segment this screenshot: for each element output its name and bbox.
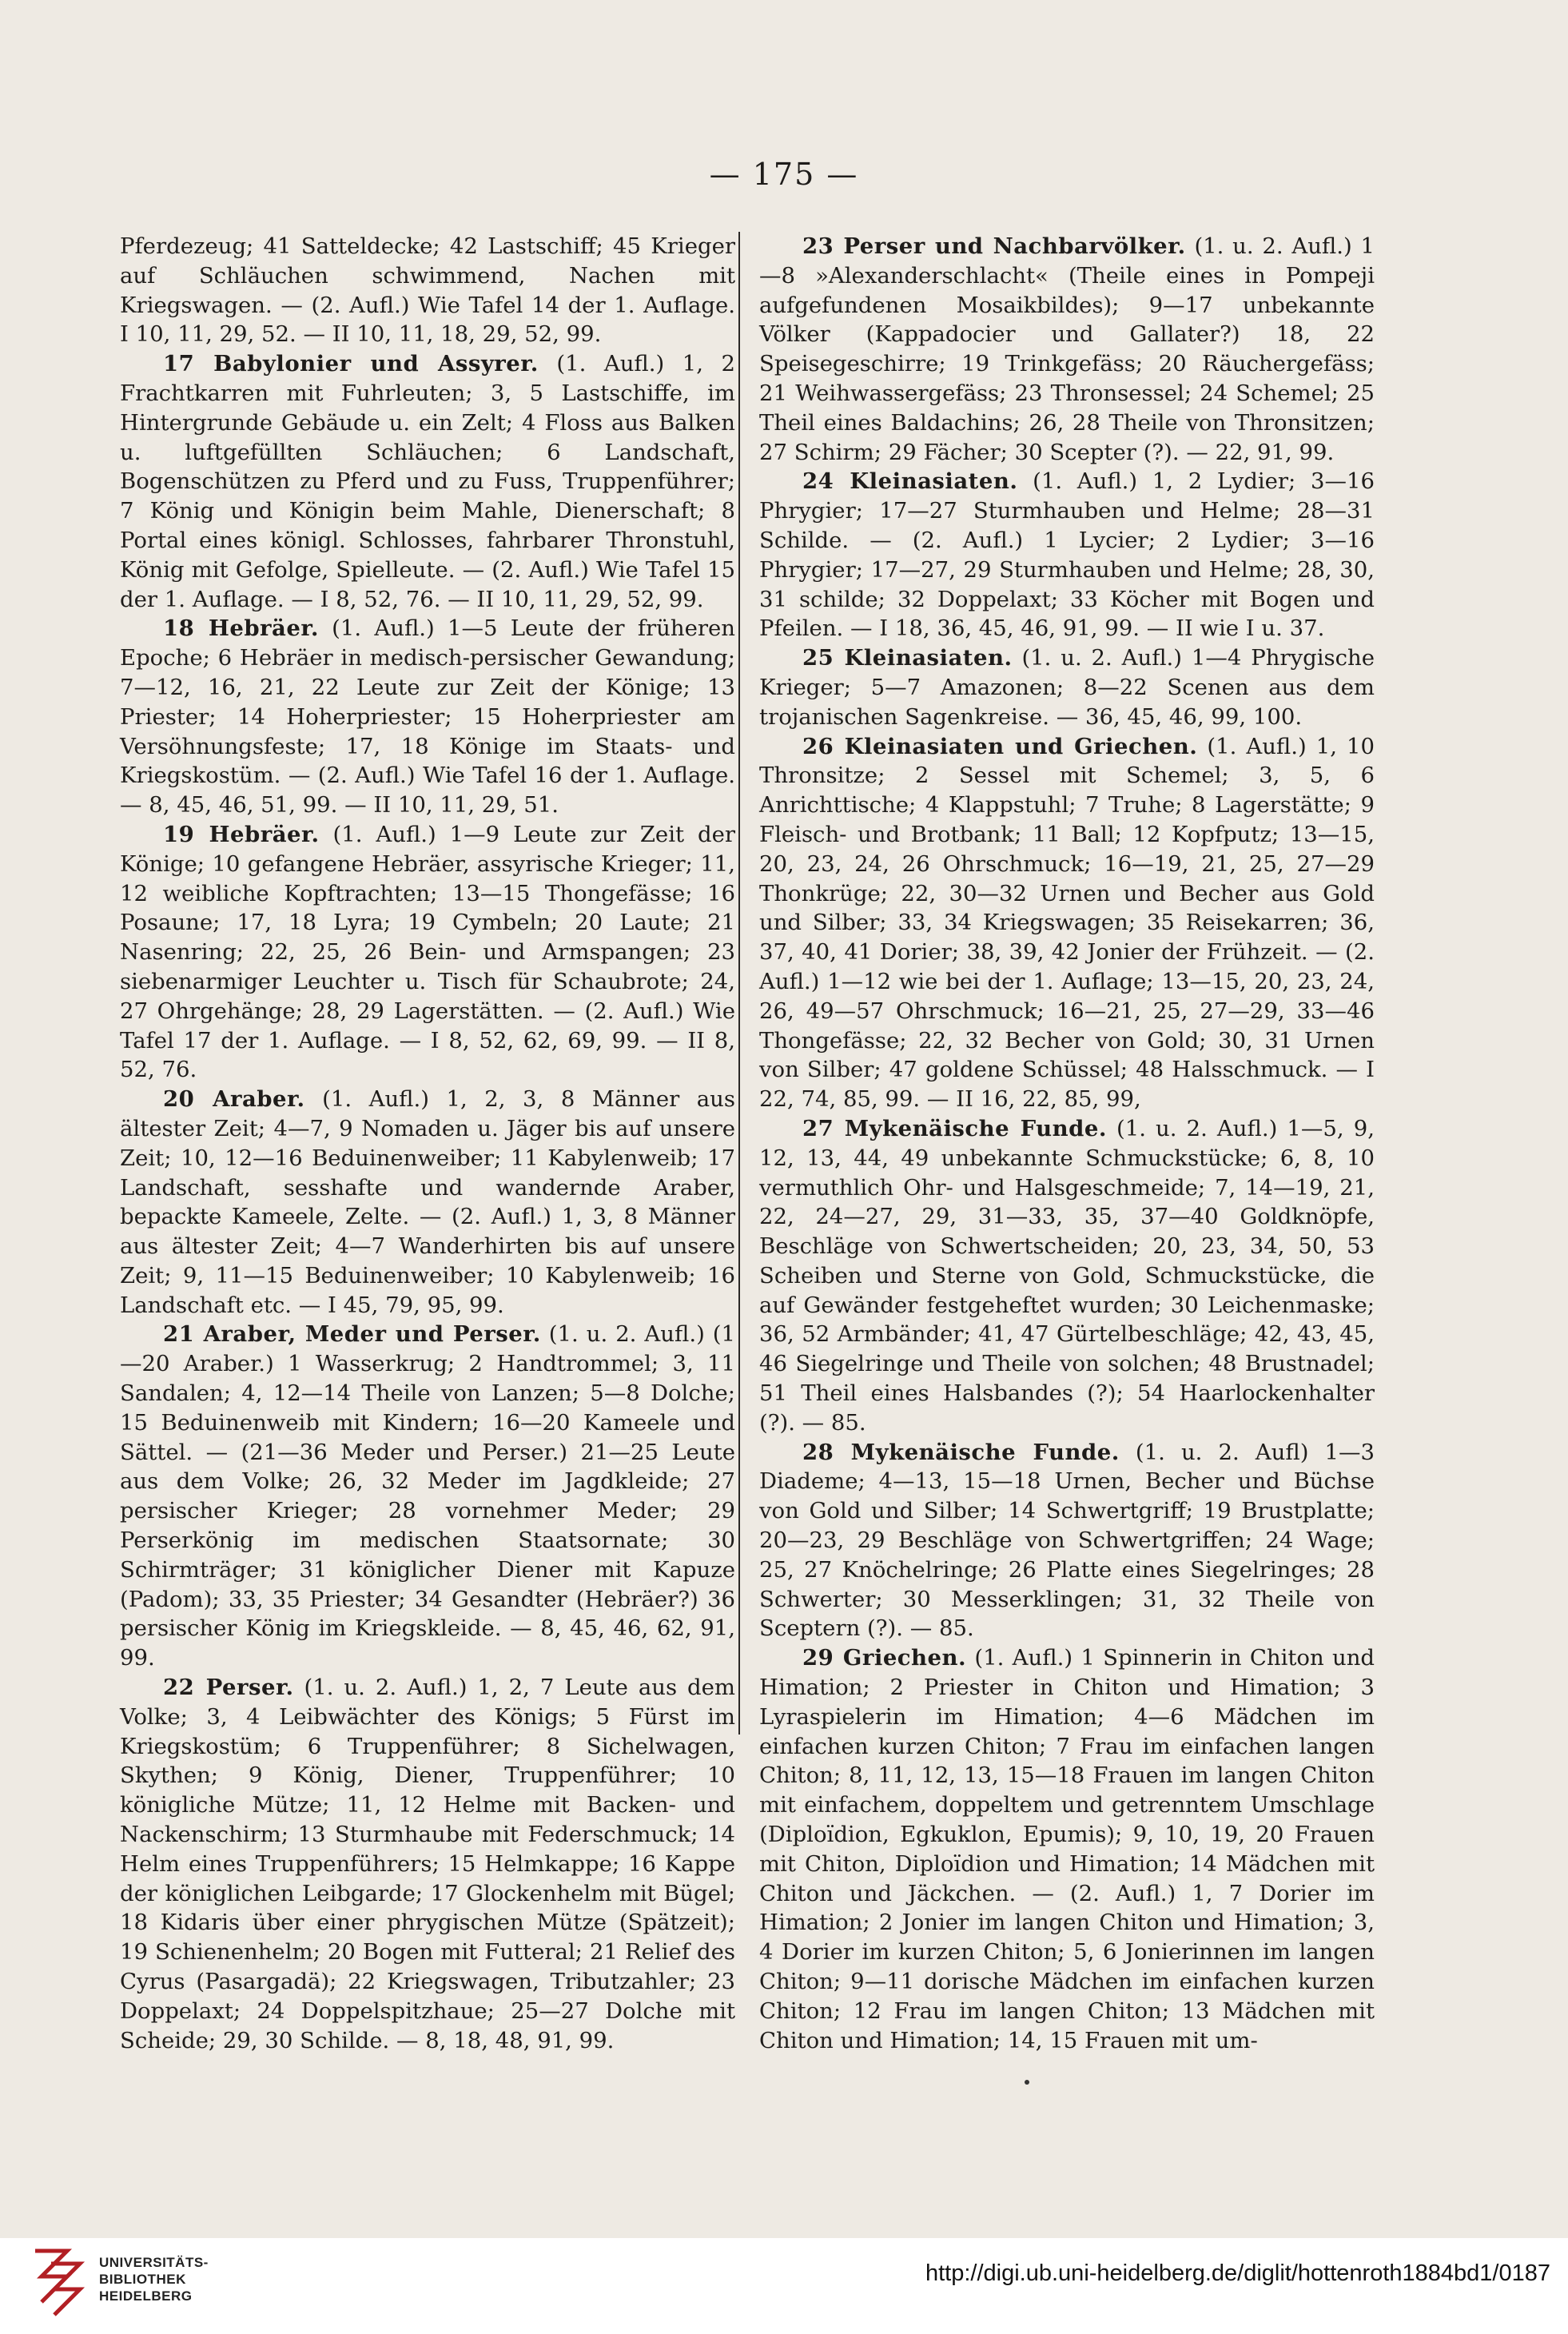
entry-text: (1. Aufl.) 1—5 Leute der früheren Epoche; 6 Hebräer in medisch-persischer Gewandung; 7—12, 16, 21, 22 Leute zur Zeit der Könige; 13 Priester; 14 Hoherpriester; 15 Hoherpriester am Versöhnungsfeste; 17, 18 Könige im Staats- und Kriegskostüm. — (2. Aufl.) Wie Tafel 16 der 1. Auflage. — 8, 45, 46, 51, 99. — II 10, 11, 29, 51. — [120, 615, 735, 818]
library-name-line: UNIVERSITÄTS- — [99, 2255, 209, 2270]
entry-text: Pferdezeug; 41 Satteldecke; 42 Lastschiff; 45 Krieger auf Schläuchen schwimmend, Nachen mit Kriegswagen. — (2. Aufl.) Wie Tafel 14 der 1. Auflage. I 10, 11, 29, 52. — II 10, 11, 18, 29, 52, 99. — [120, 233, 735, 348]
right-text-column — [759, 232, 1375, 2055]
page-number: — 175 — — [709, 157, 859, 192]
entry-text: (1. u. 2. Aufl.) 1—8 »Alexanderschlacht« (Theile eines in Pompeji aufgefundenen Mosaikbildes); 9—17 unbekannte Völker (Kappadocier und Gallater?) 18, 22 Speisegeschirre; 19 Trinkgefäss; 20 Räuchergefäss; 21 Weihwassergefäss; 23 Thronsessel; 24 Schemel; 25 Theil eines Baldachins; 26, 28 Theile von Thronsitzen; 27 Schirm; 29 Fächer; 30 Scepter (?). — 22, 91, 99. — [759, 233, 1375, 465]
catalog-entry — [120, 232, 735, 349]
catalog-entry — [759, 1643, 1375, 2055]
catalog-entry — [759, 232, 1375, 467]
entry-text: (1. u. 2. Aufl.) 1, 2, 7 Leute aus dem Volke; 3, 4 Leibwächter des Königs; 5 Fürst im Kriegskostüm; 6 Truppenführer; 8 Sichelwagen, Skythen; 9 König, Diener, Truppenführer; 10 königliche Mütze; 11, 12 Helme mit Backen- und Nackenschirm; 13 Sturmhaube mit Federschmuck; 14 Helm eines Truppenführers; 15 Helmkappe; 16 Kappe der königlichen Leibgarde; 17 Glockenhelm mit Bügel; 18 Kidaris über einer phrygischen Mütze (Spätzeit); 19 Schienenhelm; 20 Bogen mit Futteral; 21 Relief des Cyrus (Pasargadä); 22 Kriegswagen, Tributzahler; 23 Doppelaxt; 24 Doppelspitzhaue; 25—27 Dolche mit Scheide; 29, 30 Schilde. — 8, 18, 48, 91, 99. — [120, 1675, 735, 2053]
catalog-entry — [120, 1673, 735, 2055]
library-name — [99, 2254, 209, 2304]
entry-text: (1. Aufl.) 1 Spinnerin in Chiton und Himation; 2 Priester in Chiton und Himation; 3 Lyraspielerin im Himation; 4—6 Mädchen im einfachen kurzen Chiton; 7 Frau im einfachen langen Chiton; 8, 11, 12, 13, 15—18 Frauen im langen Chiton mit einfachem, doppeltem und getrenntem Umschlage (Diploïdion, Egkuklon, Epumis); 9, 10, 19, 20 Frauen mit Chiton, Diploïdion und Himation; 14 Mädchen mit Chiton und Jäckchen. — (2. Aufl.) 1, 7 Dorier im Himation; 2 Jonier im langen Chiton und Himation; 3, 4 Dorier im kurzen Chiton; 5, 6 Jonierinnen im langen Chiton; 9—11 dorische Mädchen im einfachen kurzen Chiton; 12 Frau im langen Chiton; 13 Mädchen mit Chiton und Himation; 14, 15 Frauen mit um- — [759, 1645, 1375, 2053]
entry-title: 29 Griechen. — [802, 1645, 967, 1671]
catalog-entry — [120, 820, 735, 1085]
catalog-entry — [759, 643, 1375, 731]
entry-title: 19 Hebräer. — [163, 821, 320, 847]
source-url-link[interactable]: http://digi.ub.uni-heidelberg.de/diglit/hottenroth1884bd1/0187 — [925, 2260, 1550, 2286]
entry-title: 25 Kleinasiaten. — [802, 645, 1013, 671]
entry-text: (1. u. 2. Aufl.) 1—4 Phrygische Krieger; 5—7 Amazonen; 8—22 Scenen aus dem trojanischen Sagenkreise. — 36, 45, 46, 99, 100. — [759, 645, 1375, 730]
library-name-line: BIBLIOTHEK — [99, 2272, 186, 2287]
entry-title: 22 Perser. — [163, 1675, 294, 1701]
entry-text: (1. Aufl.) 1, 2 Frachtkarren mit Fuhrleuten; 3, 5 Lastschiffe, im Hintergrunde Gebäude u. ein Zelt; 4 Floss aus Balken u. luftgefüllten Schläuchen; 6 Landschaft, Bogenschützen zu Pferd und zu Fuss, Truppenführer; 7 König und Königin beim Mahle, Dienerschaft; 8 Portal eines königl. Schlosses, fahrbarer Thronstuhl, König mit Gefolge, Spielleute. — (2. Aufl.) Wie Tafel 15 der 1. Auflage. — I 8, 52, 76. — II 10, 11, 29, 52, 99. — [120, 351, 735, 612]
catalog-entry — [120, 349, 735, 614]
entry-text: (1. Aufl.) 1, 10 Thronsitze; 2 Sessel mit Schemel; 3, 5, 6 Anrichttische; 4 Klappstuhl; 7 Truhe; 8 Lagerstätte; 9 Fleisch- und Brotbank; 11 Ball; 12 Kopfputz; 13—15, 20, 23, 24, 26 Ohrschmuck; 16—19, 21, 25, 27—29 Thonkrüge; 22, 30—32 Urnen und Becher aus Gold und Silber; 33, 34 Kriegswagen; 35 Reisekarren; 36, 37, 40, 41 Dorier; 38, 39, 42 Jonier der Frühzeit. — (2. Aufl.) 1—12 wie bei der 1. Auflage; 13—15, 20, 23, 24, 26, 49—57 Ohrschmuck; 16—21, 25, 27—29, 33—46 Thongefässe; 22, 32 Becher von Gold; 30, 31 Urnen von Silber; 47 goldene Schüssel; 48 Halsschmuck. — I 22, 74, 85, 99. — II 16, 22, 85, 99, — [759, 733, 1375, 1113]
entry-text: (1. u. 2. Aufl.) (1—20 Araber.) 1 Wasserkrug; 2 Handtrommel; 3, 11 Sandalen; 4, 12—14 Theile von Lanzen; 5—8 Dolche; 15 Beduinenweib mit Kindern; 16—20 Kameele und Sättel. — (21—36 Meder und Perser.) 21—25 Leute aus dem Volke; 26, 32 Meder im Jagdkleide; 27 persischer Krieger; 28 vornehmer Meder; 29 Perserkönig im medischen Staatsornate; 30 Schirmträger; 31 königlicher Diener mit Kapuze (Padom); 33, 35 Priester; 34 Gesandter (Hebräer?) 36 persischer König im Kriegskleide. — 8, 45, 46, 62, 91, 99. — [120, 1321, 736, 1671]
entry-title: 26 Kleinasiaten und Griechen. — [802, 733, 1198, 759]
left-text-column — [120, 232, 735, 2055]
catalog-entry — [120, 614, 735, 820]
footer-bar — [0, 2238, 1568, 2334]
catalog-entry — [120, 1320, 735, 1673]
catalog-entry — [759, 467, 1375, 643]
page-speck — [1025, 2080, 1029, 2085]
catalog-entry — [759, 1114, 1375, 1438]
catalog-entry — [759, 732, 1375, 1114]
entry-text: (1. u. 2. Aufl.) 1—5, 9, 12, 13, 44, 49 unbekannte Schmuckstücke; 6, 8, 10 vermuthlich Ohr- und Halsgeschmeide; 7, 14—19, 21, 22, 24—27, 29, 31—33, 35, 37—40 Goldknöpfe, Beschläge von Schwertscheiden; 20, 23, 34, 50, 53 Scheiben und Sterne von Gold, Schmuckstücke, die auf Gewänder festgeheftet wurden; 30 Leichenmaske; 36, 52 Armbänder; 41, 47 Gürtelbeschläge; 42, 43, 45, 46 Siegelringe und Theile von solchen; 48 Brustnadel; 51 Theil eines Halsbandes (?); 54 Haarlockenhalter (?). — 85. — [759, 1115, 1375, 1436]
entry-text: (1. Aufl.) 1—9 Leute zur Zeit der Könige; 10 gefangene Hebräer, assyrische Krieger; 11, 12 weibliche Kopftrachten; 13—15 Thongefässe; 16 Posaune; 17, 18 Lyra; 19 Cymbeln; 20 Laute; 21 Nasenring; 22, 25, 26 Bein- und Armspangen; 23 siebenarmiger Leuchter u. Tisch für Schaubrote; 24, 27 Ohrgehänge; 28, 29 Lagerstätten. — (2. Aufl.) Wie Tafel 17 der 1. Auflage. — I 8, 52, 62, 69, 99. — II 8, 52, 76. — [120, 821, 735, 1083]
library-logo-icon — [29, 2244, 93, 2321]
entry-title: 17 Babylonier und Assyrer. — [163, 351, 539, 377]
entry-text: (1. Aufl.) 1, 2 Lydier; 3—16 Phrygier; 17—27 Sturmhauben und Helme; 28—31 Schilde. — (2. Aufl.) 1 Lycier; 2 Lydier; 3—16 Phrygier; 17—27, 29 Sturmhauben und Helme; 28, 30, 31 schilde; 32 Doppelaxt; 33 Köcher mit Bogen und Pfeilen. — I 18, 36, 45, 46, 91, 99. — II wie I u. 37. — [759, 468, 1375, 642]
library-name-line: HEIDELBERG — [99, 2288, 193, 2304]
catalog-entry — [120, 1085, 735, 1320]
entry-title: 23 Perser und Nachbarvölker. — [802, 233, 1186, 259]
entry-title: 21 Araber, Meder und Perser. — [163, 1321, 541, 1348]
entry-title: 20 Araber. — [163, 1086, 305, 1113]
catalog-entry — [759, 1438, 1375, 1644]
entry-title: 28 Mykenäische Funde. — [802, 1439, 1120, 1465]
entry-text: (1. Aufl.) 1, 2, 3, 8 Männer aus ältester Zeit; 4—7, 9 Nomaden u. Jäger bis auf unsere Zeit; 10, 12—16 Beduinenweiber; 11 Kabylenweib; 17 Landschaft, sesshafte und wandernde Araber, bepackte Kameele, Zelte. — (2. Aufl.) 1, 3, 8 Männer aus ältester Zeit; 4—7 Wanderhirten bis auf unsere Zeit; 9, 11—15 Beduinenweiber; 10 Kabylenweib; 16 Landschaft etc. — I 45, 79, 95, 99. — [120, 1086, 735, 1318]
entry-title: 18 Hebräer. — [163, 615, 319, 642]
entry-text: (1. u. 2. Aufl) 1—3 Diademe; 4—13, 15—18 Urnen, Becher und Büchse von Gold und Silber; 14 Schwertgriff; 19 Brustplatte; 20—23, 29 Beschläge von Schwertgriffen; 24 Wage; 25, 27 Knöchelringe; 26 Platte eines Siegelringes; 28 Schwerter; 30 Messerklingen; 31, 32 Theile von Sceptern (?). — 85. — [759, 1439, 1375, 1642]
entry-title: 27 Mykenäische Funde. — [802, 1115, 1107, 1141]
column-divider — [738, 232, 740, 1735]
entry-title: 24 Kleinasiaten. — [802, 468, 1018, 495]
